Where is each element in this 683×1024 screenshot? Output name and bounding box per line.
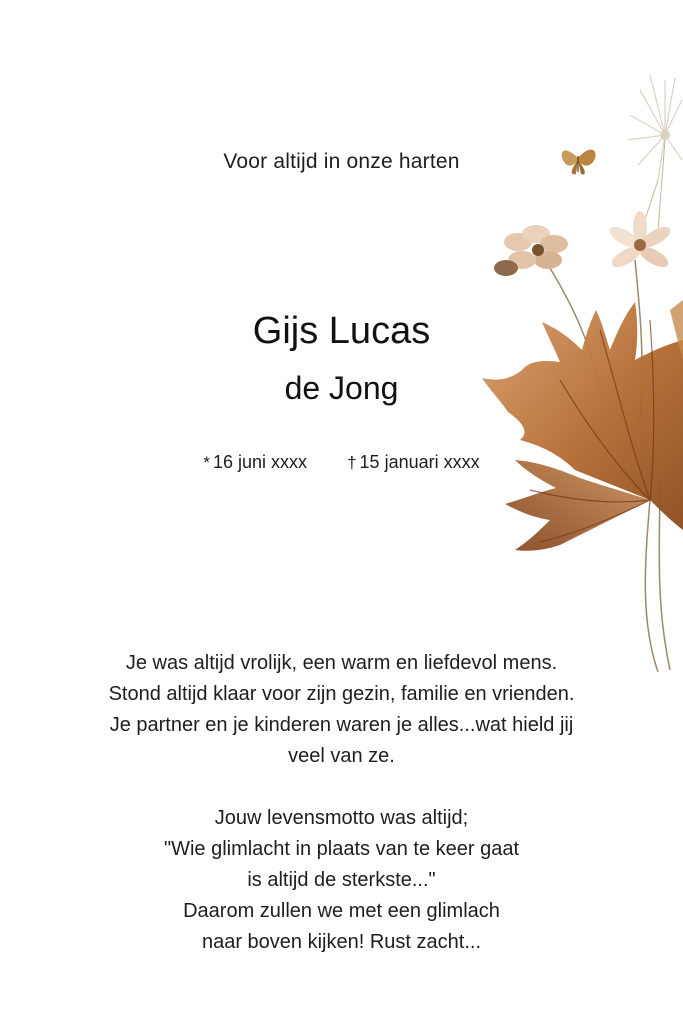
birth-date-group (203, 452, 307, 473)
birth-date: 16 juni xxxx (213, 452, 308, 472)
poem-line: Daarom zullen we met een glimlach (183, 900, 500, 922)
leaf-icon (482, 300, 683, 551)
last-name: de Jong (284, 370, 399, 406)
first-name: Gijs Lucas (252, 310, 431, 352)
floral-decoration-icon (460, 60, 683, 680)
poem-line: Stond altijd klaar voor zijn gezin, familie en vrienden. (108, 683, 575, 705)
poem-line: Jouw levensmotto was altijd; (214, 807, 469, 829)
tagline: Voor altijd in onze harten (223, 150, 460, 173)
poem-line: Je partner en je kinderen waren je alles...wat hield jij (109, 714, 574, 736)
birth-symbol: * (203, 453, 210, 472)
flower-icon (494, 211, 673, 276)
poem-line: veel van ze. (288, 745, 395, 767)
butterfly-icon (562, 150, 596, 175)
poem-line: Je was altijd vrolijk, een warm en liefdevol mens. (125, 652, 558, 674)
death-symbol: † (347, 453, 357, 472)
death-date: 15 januari xxxx (359, 452, 480, 472)
dandelion-icon (628, 75, 682, 230)
poem-line: is altijd de sterkste..." (247, 869, 436, 891)
poem-line: "Wie glimlacht in plaats van te keer gaat (163, 838, 520, 860)
poem-line: naar boven kijken! Rust zacht... (201, 931, 482, 953)
poem (0, 648, 683, 958)
